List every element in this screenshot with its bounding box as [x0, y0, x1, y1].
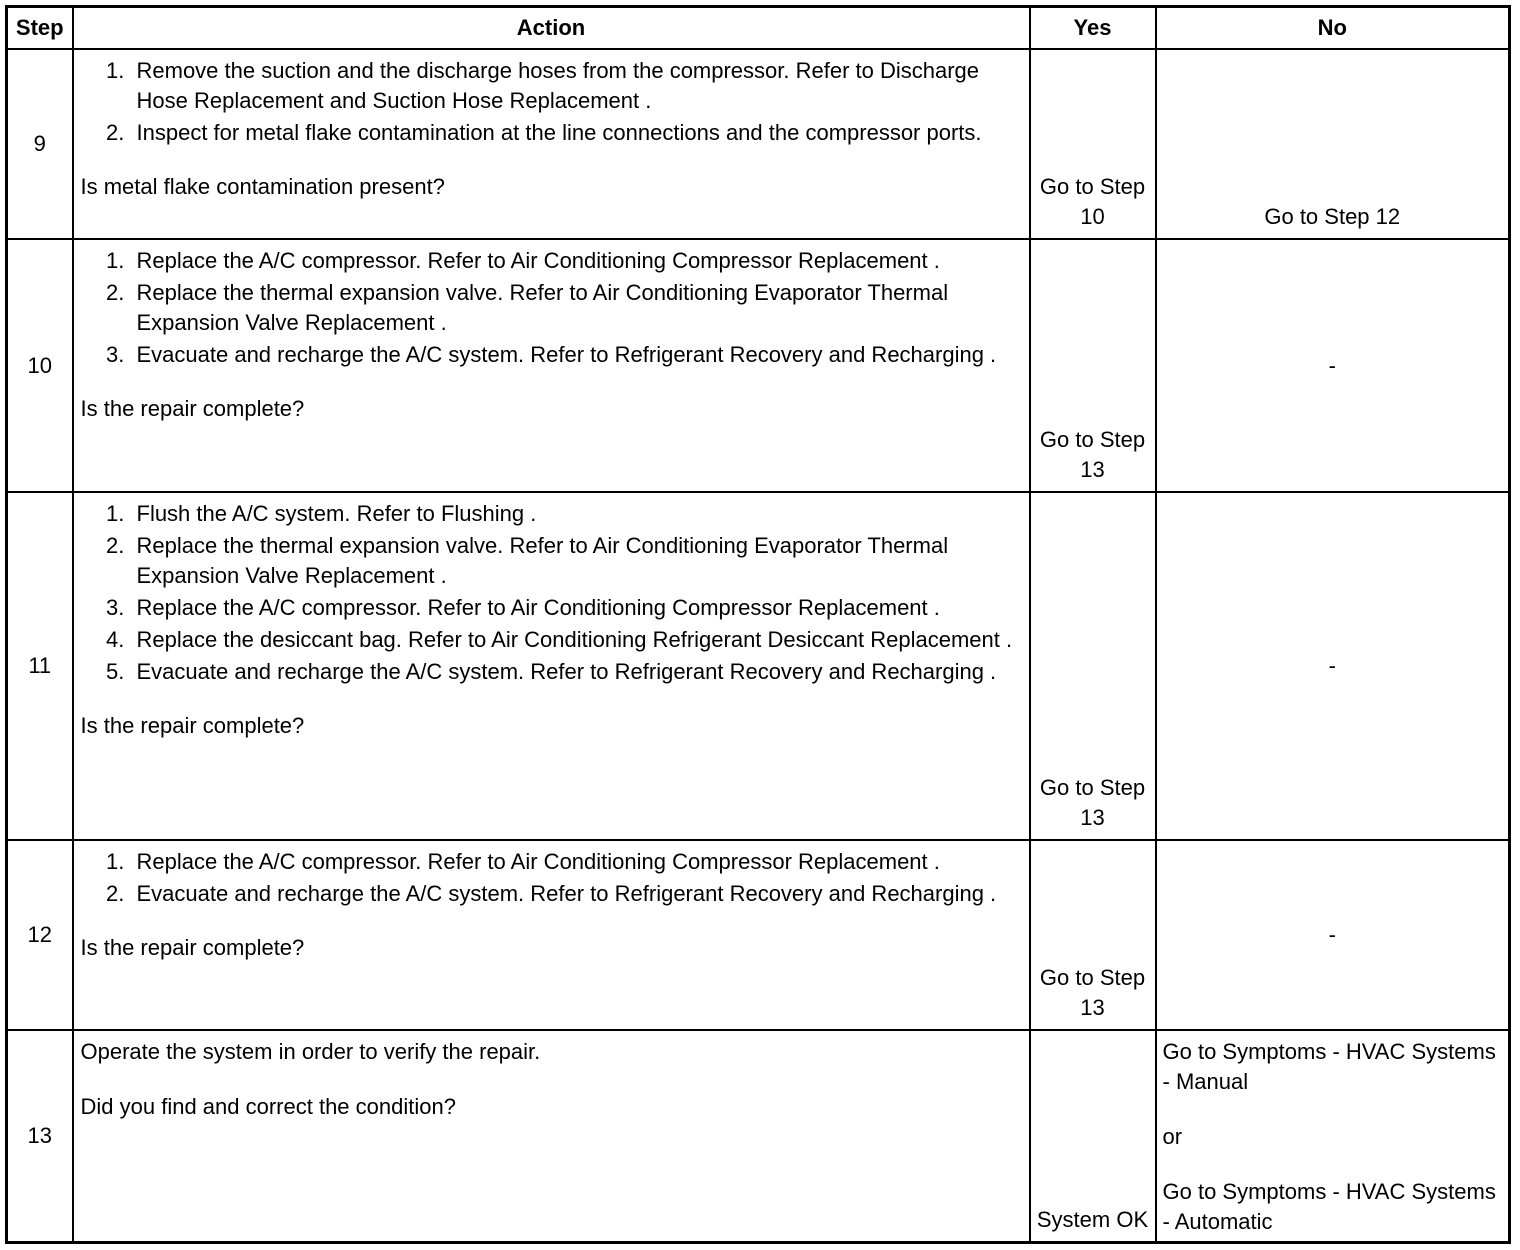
question-text: Is metal flake contamination present?	[80, 174, 445, 199]
yes-cell: Go to Step 13	[1030, 492, 1156, 840]
question-text: Did you find and correct the condition?	[80, 1094, 456, 1119]
yes-cell: System OK	[1030, 1030, 1156, 1243]
header-no: No	[1156, 7, 1510, 50]
question-text: Is the repair complete?	[80, 713, 305, 738]
question-text: Is the repair complete?	[80, 396, 305, 421]
list-item: 2. Inspect for metal flake contamination at the line connections and the compressor ports.	[131, 118, 1021, 148]
yes-cell: Go to Step 10	[1030, 49, 1156, 239]
list-item: 2. Replace the thermal expansion valve. Refer to Air Conditioning Evaporator Thermal Expansion Valve Replacement .	[131, 278, 1021, 338]
action-cell	[73, 492, 1030, 840]
step-number: 13	[7, 1030, 73, 1243]
no-cell: -	[1156, 492, 1510, 840]
yes-cell: Go to Step 13	[1030, 239, 1156, 492]
header-step: Step	[7, 7, 73, 50]
list-item: 1. Flush the A/C system. Refer to Flushing .	[131, 499, 1021, 529]
list-item: 3. Evacuate and recharge the A/C system. Refer to Refrigerant Recovery and Recharging .	[131, 340, 1021, 370]
list-item: 1. Remove the suction and the discharge hoses from the compressor. Refer to Discharge Hose Replacement and Suction Hose Replacement .	[131, 56, 1021, 116]
no-cell	[1156, 1030, 1510, 1243]
no-cell: -	[1156, 239, 1510, 492]
step-number: 9	[7, 49, 73, 239]
table-row	[7, 1030, 1510, 1243]
step-number: 12	[7, 840, 73, 1030]
action-list	[81, 847, 1021, 909]
action-cell	[73, 840, 1030, 1030]
action-list	[81, 56, 1021, 148]
yes-cell: Go to Step 13	[1030, 840, 1156, 1030]
action-cell	[73, 1030, 1030, 1243]
no-cell: Go to Step 12	[1156, 49, 1510, 239]
step-number: 11	[7, 492, 73, 840]
action-list	[81, 499, 1021, 687]
header-row	[7, 7, 1510, 50]
list-item: 5. Evacuate and recharge the A/C system. Refer to Refrigerant Recovery and Recharging .	[131, 657, 1021, 687]
action-cell	[73, 239, 1030, 492]
action-list	[81, 246, 1021, 370]
list-item: 2. Evacuate and recharge the A/C system. Refer to Refrigerant Recovery and Recharging .	[131, 879, 1021, 909]
list-item: 1. Replace the A/C compressor. Refer to Air Conditioning Compressor Replacement .	[131, 246, 1021, 276]
step-number: 10	[7, 239, 73, 492]
no-option-manual: Go to Symptoms - HVAC Systems - Manual	[1162, 1039, 1496, 1094]
diagnostic-table	[5, 5, 1511, 1244]
list-item: 2. Replace the thermal expansion valve. Refer to Air Conditioning Evaporator Thermal Expansion Valve Replacement .	[131, 531, 1021, 591]
header-yes: Yes	[1030, 7, 1156, 50]
action-cell	[73, 49, 1030, 239]
question-text: Is the repair complete?	[80, 935, 305, 960]
instruction-text: Operate the system in order to verify the repair.	[80, 1039, 541, 1064]
no-option-automatic: Go to Symptoms - HVAC Systems - Automatic	[1162, 1179, 1496, 1234]
list-item: 3. Replace the A/C compressor. Refer to Air Conditioning Compressor Replacement .	[131, 593, 1021, 623]
list-item: 1. Replace the A/C compressor. Refer to Air Conditioning Compressor Replacement .	[131, 847, 1021, 877]
no-cell: -	[1156, 840, 1510, 1030]
table-row	[7, 492, 1510, 840]
table-row	[7, 239, 1510, 492]
no-option-or: or	[1162, 1124, 1183, 1149]
header-action: Action	[73, 7, 1030, 50]
table-row	[7, 840, 1510, 1030]
list-item: 4. Replace the desiccant bag. Refer to Air Conditioning Refrigerant Desiccant Replacement .	[131, 625, 1021, 655]
table-row	[7, 49, 1510, 239]
